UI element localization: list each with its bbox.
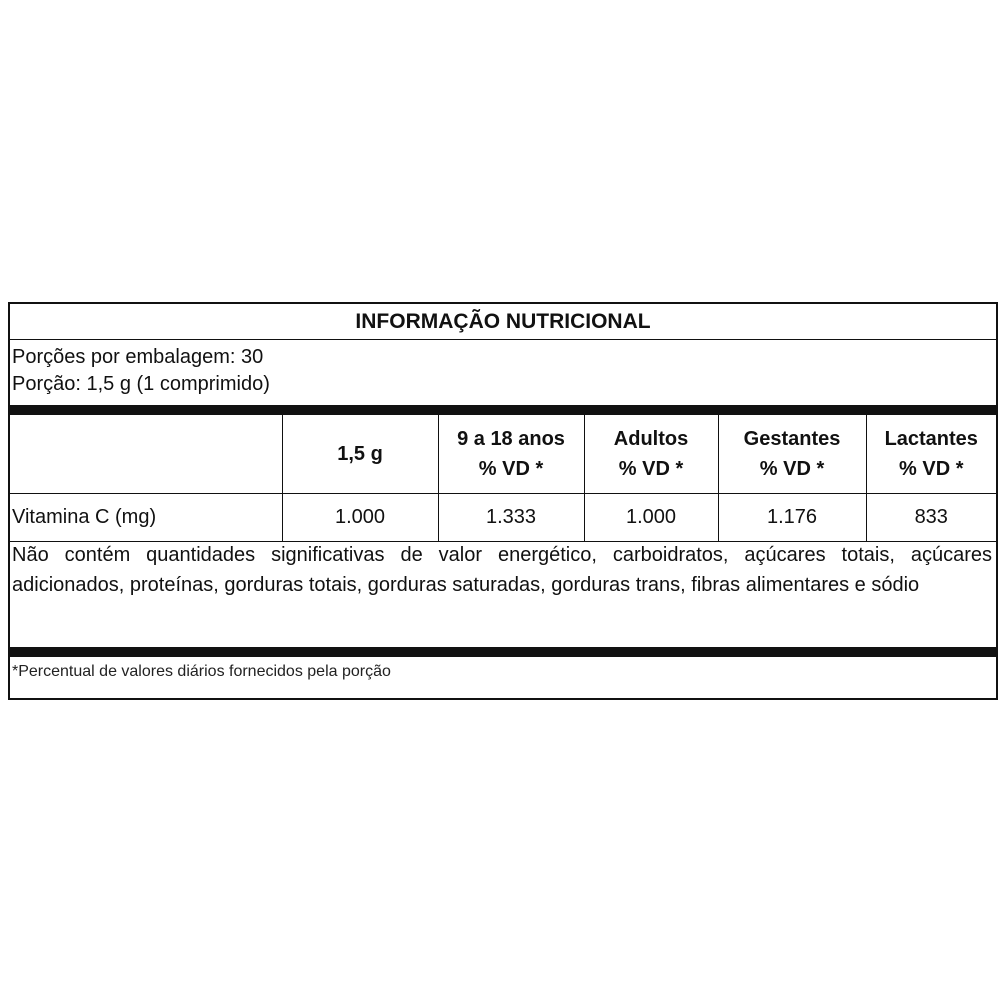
table-row bbox=[10, 494, 996, 542]
servings-per-package: Porções por embalagem: 30 bbox=[12, 346, 264, 368]
value-portion: 1.000 bbox=[282, 494, 438, 542]
portion-info bbox=[12, 344, 270, 398]
thick-divider-top bbox=[10, 405, 996, 415]
header-portion: 1,5 g bbox=[282, 415, 438, 494]
footnote: *Percentual de valores diários fornecidos pela porção bbox=[12, 663, 391, 680]
value-9-18-years: 1.333 bbox=[438, 494, 584, 542]
value-adults: 1.000 bbox=[584, 494, 718, 542]
header-adults: Adultos % VD * bbox=[584, 415, 718, 494]
header-nutrient bbox=[10, 415, 282, 494]
header-pregnant: Gestantes % VD * bbox=[718, 415, 866, 494]
thick-divider-bottom bbox=[10, 647, 996, 657]
insignificant-amounts-note: Não contém quantidades significativas de valor energético, carboidratos, açúcares totais, açúcares adicionados, proteínas, gorduras totais, gorduras saturadas, gorduras trans, fibras alimentares e sódio bbox=[12, 544, 992, 596]
value-lactating: 833 bbox=[866, 494, 996, 542]
nutrient-name: Vitamina C (mg) bbox=[10, 494, 282, 542]
value-pregnant: 1.176 bbox=[718, 494, 866, 542]
table-header-row bbox=[10, 415, 996, 494]
label-title: INFORMAÇÃO NUTRICIONAL bbox=[10, 304, 996, 340]
serving-size: Porção: 1,5 g (1 comprimido) bbox=[12, 373, 270, 395]
header-lactating: Lactantes % VD * bbox=[866, 415, 996, 494]
nutrition-facts-label bbox=[8, 302, 998, 700]
nutrition-table bbox=[10, 415, 996, 542]
header-9-18-years: 9 a 18 anos % VD * bbox=[438, 415, 584, 494]
